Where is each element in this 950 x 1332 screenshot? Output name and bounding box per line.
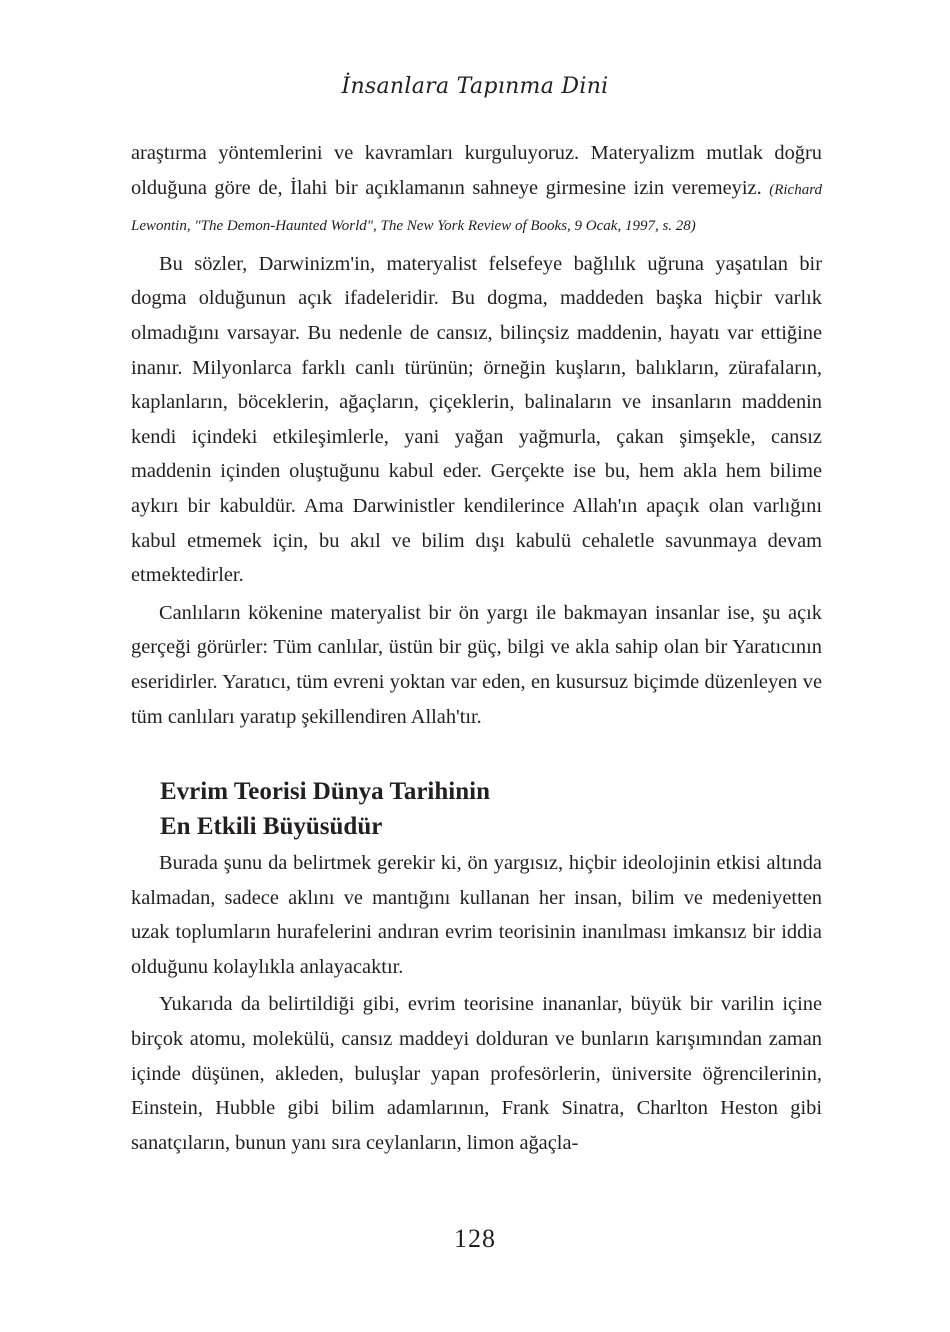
paragraph: Canlıların kökenine materyalist bir ön yargı ile bakmayan insanlar ise, şu açık gerçeği görürler: Tüm canlılar, üstün bir güç, bilgi ve akla sahip olan bir Yaratıcının eseridirler. Yaratıcı, tüm evreni yoktan var eden, en kusursuz biçimde düzenleyen ve tüm canlıları yaratıp şekillendiren Allah'tır.: [131, 601, 822, 728]
citation: (Richard Lewontin, "The Demon-Haunted World", The New York Review of Books, 9 Ocak, 1997, s. 28): [131, 181, 822, 235]
running-title: İnsanlara Tapınma Dini: [341, 74, 609, 99]
paragraph: Yukarıda da belirtildiği gibi, evrim teorisine inananlar, büyük bir varilin içine birçok atomu, molekülü, cansız maddeyi dolduran ve bunların karışımından zaman içinde düşünen, akleden, buluşlar yapan profesörlerin, üniversite öğrencilerinin, Einstein, Hubble gibi bilim adamlarının, Frank Sinatra, Charlton Heston gibi sanatçıların, bunun yanı sıra ceylanların, limon ağaçla-: [131, 993, 822, 1154]
page-number: 128: [454, 1224, 496, 1253]
paragraph-quote-end: [131, 136, 822, 244]
paragraph: Bu sözler, Darwinizm'in, materyalist felsefeye bağlılık uğruna yaşatılan bir dogma olduğunun açık ifadeleridir. Bu dogma, maddeden başka hiçbir varlık olmadığını varsayar. Bu nedenle de cansız, bilinçsiz maddenin, hayatı var ettiğine inanır. Milyonlarca farklı canlı türünün; örneğin kuşların, balıkların, zürafaların, kaplanların, böceklerin, ağaçların, çiçeklerin, balinaların ve insanların maddenin kendi içindeki etkileşimlerle, yani yağan yağmurla, çakan şimşekle, cansız maddenin içinden oluştuğunu kabul eder. Gerçekte ise bu, hem akla hem bilime aykırı bir kabuldür. Ama Darwinistler kendilerince Allah'ın apaçık olan varlığını kabul etmemek için, bu akıl ve bilim dışı kabulü cehaletle savunmaya devam etmektedirler.: [131, 252, 822, 587]
page-body: [131, 136, 822, 1163]
paragraph: Burada şunu da belirtmek gerekir ki, ön yargısız, hiçbir ideolojinin etkisi altında kalmadan, sadece aklını ve mantığını kullanan her insan, bilim ve medeniyetten uzak toplumların hurafelerini andıran evrim teorisinin inanılması imkansız bir iddia olduğunu kolaylıkla anlayacaktır.: [131, 852, 822, 978]
paragraph-text: araştırma yöntemlerini ve kavramları kurguluyoruz. Materyalizm mutlak doğru olduğuna göre de, İlahi bir açıklamanın sahneye girmesine izin veremeyiz.: [131, 142, 822, 199]
section-heading-line-1: Evrim Teorisi Dünya Tarihinin: [160, 778, 490, 806]
section-heading: [160, 774, 822, 844]
section-heading-line-2: En Etkili Büyüsüdür: [160, 813, 383, 841]
